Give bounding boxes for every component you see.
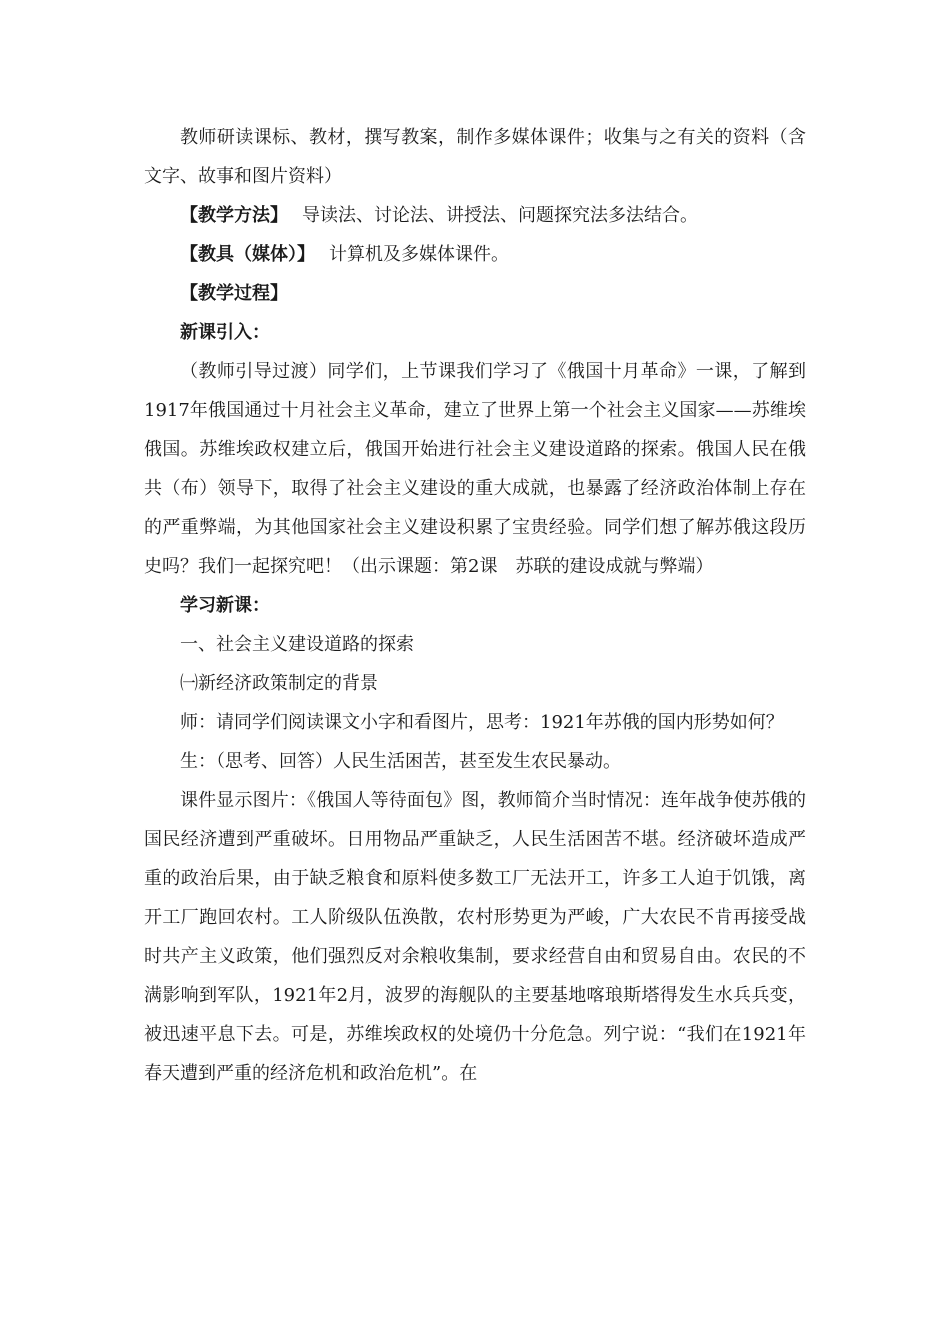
teaching-process-label: 【教学过程】 [180, 283, 288, 304]
document-page [144, 118, 806, 1093]
subsection-one-heading: ㈠新经济政策制定的背景 [180, 673, 378, 694]
student-answer: 生：（思考、回答）人民生活困苦，甚至发生农民暴动。 [180, 751, 621, 772]
teaching-method-value: 导读法、讨论法、讲授法、问题探究法多法结合。 [302, 205, 698, 226]
new-lesson-heading: 学习新课： [180, 595, 270, 616]
teaching-method-label: 【教学方法】 [180, 205, 288, 226]
section-one-heading: 一、社会主义建设道路的探索 [180, 634, 414, 655]
teaching-method-line [144, 196, 806, 235]
intro-heading: 新课引入： [180, 322, 270, 343]
teaching-tools-value: 计算机及多媒体课件。 [329, 244, 509, 265]
teacher-question: 师：请同学们阅读课文小字和看图片，思考：1921年苏俄的国内形势如何？ [180, 712, 784, 733]
teaching-tools-line [144, 235, 806, 274]
teaching-tools-label: 【教具（媒体）】 [180, 244, 315, 265]
courseware-paragraph: 课件显示图片：《俄国人等待面包》图，教师简介当时情况：连年战争使苏俄的国民经济遭到严重破坏。日用物品严重缺乏，人民生活困苦不堪。经济破坏造成严重的政治后果，由于缺乏粮食和原料使多数工厂无法开工，许多工人迫于饥饿，离开工厂跑回农村。工人阶级队伍涣散，农村形势更为严峻，广大农民不肯再接受战时共产主义政策，他们强烈反对余粮收集制，要求经营自由和贸易自由。农民的不满影响到军队，1921年2月，波罗的海舰队的主要基地喀琅斯塔得发生水兵兵变，被迅速平息下去。可是，苏维埃政权的处境仍十分危急。列宁说：“我们在1921年春天遭到严重的经济危机和政治危机”。在 [144, 790, 806, 1084]
prep-paragraph: 教师研读课标、教材，撰写教案，制作多媒体课件；收集与之有关的资料（含文字、故事和图片资料） [144, 127, 806, 187]
intro-paragraph: （教师引导过渡）同学们，上节课我们学习了《俄国十月革命》一课，了解到1917年俄国通过十月社会主义革命，建立了世界上第一个社会主义国家——苏维埃俄国。苏维埃政权建立后，俄国开始进行社会主义建设道路的探索。俄国人民在俄共（布）领导下，取得了社会主义建设的重大成就，也暴露了经济政治体制上存在的严重弊端，为其他国家社会主义建设积累了宝贵经验。同学们想了解苏俄这段历史吗？我们一起探究吧！（出示课题：第2课 苏联的建设成就与弊端） [144, 361, 806, 577]
